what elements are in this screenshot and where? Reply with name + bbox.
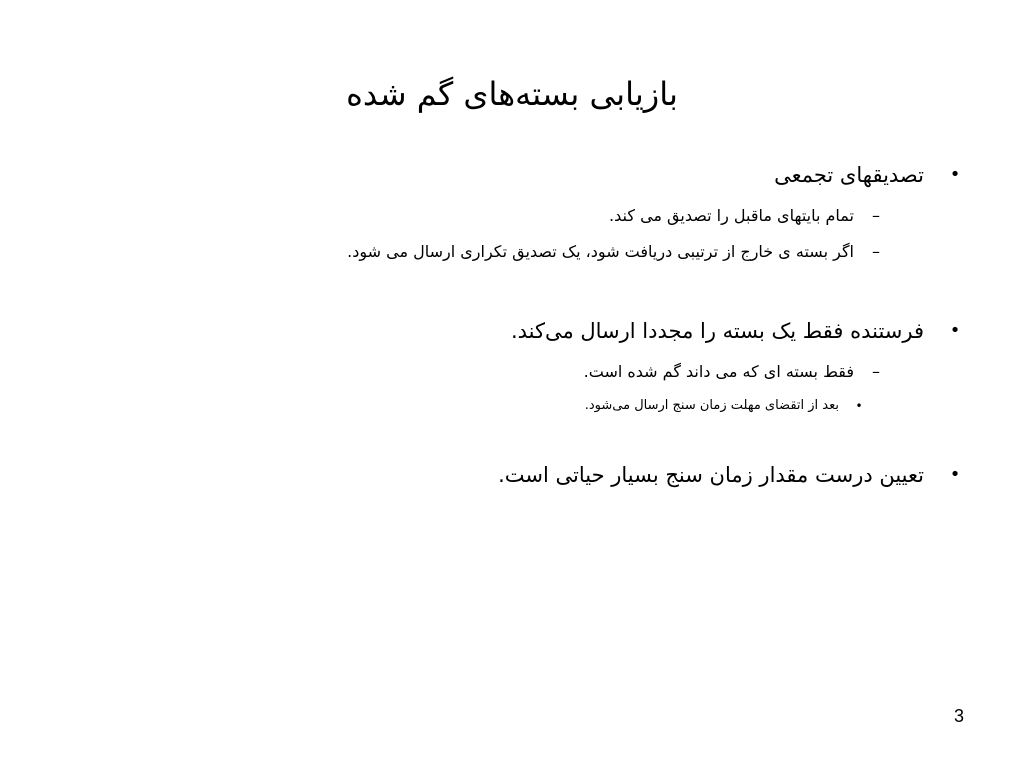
- slide-title: بازیابی بسته‌های گم شده: [346, 75, 678, 113]
- list-item-text: تعیین درست مقدار زمان سنج بسیار حیاتی است.: [498, 463, 924, 487]
- list-item-text: فرستنده فقط یک بسته را مجددا ارسال می‌کند.: [510, 319, 924, 343]
- list-item-text: تصدیقهای تجمعی: [774, 163, 924, 187]
- dash-marker: –: [872, 206, 880, 225]
- bullet-marker: •: [855, 399, 863, 413]
- sub-list-item-text: اگر بسته ی خارج از ترتیبی دریافت شود، یک تصدیق تکراری ارسال می شود.: [347, 242, 854, 261]
- sub-sub-list-item-text: بعد از اتقضای مهلت زمان سنج ارسال می‌شود.: [584, 398, 839, 413]
- dash-marker: –: [872, 242, 880, 261]
- bullet-marker: •: [949, 464, 961, 485]
- page-number: 3: [953, 706, 964, 726]
- dash-marker: –: [872, 362, 880, 381]
- bullet-marker: •: [949, 164, 961, 185]
- sub-list-item-text: فقط بسته ای که می داند گم شده است.: [583, 362, 854, 381]
- bullet-marker: •: [949, 320, 961, 341]
- sub-list-item-text: تمام بایتهای ماقبل را تصدیق می کند.: [609, 206, 854, 225]
